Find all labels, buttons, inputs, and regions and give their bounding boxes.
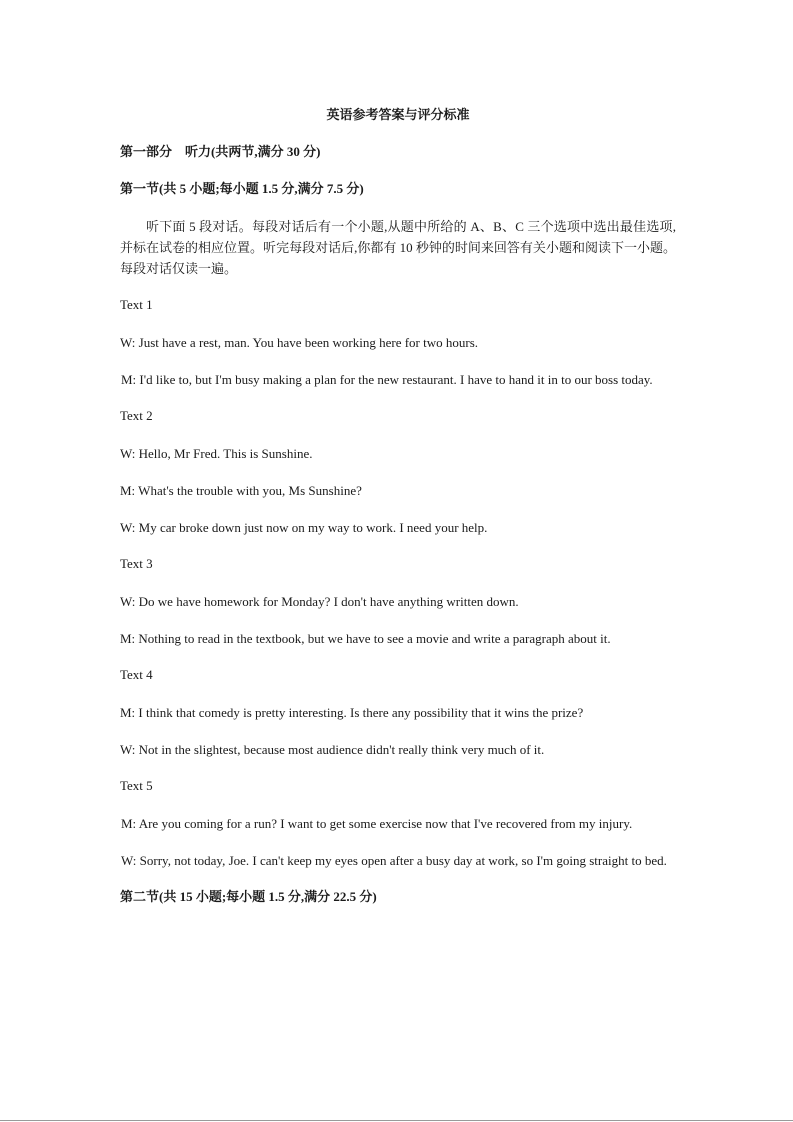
text-label: Text 1: [120, 297, 153, 312]
section1-instructions: 听下面 5 段对话。每段对话后有一个小题,从题中所给的 A、B、C 三个选项中选出最佳选项,并标在试卷的相应位置。听完每段对话后,你都有 10 秒钟的时间来回答有关小题和阅读下一小题。每段对话仅读一遍。: [120, 219, 676, 276]
page-bottom-divider: [0, 1120, 793, 1121]
dialogue-line: W: Hello, Mr Fred. This is Sunshine.: [120, 446, 313, 461]
text-label: Text 2: [120, 408, 153, 423]
document-body: [120, 105, 676, 924]
section1-heading: 第一节(共 5 小题;每小题 1.5 分,满分 7.5 分): [120, 181, 364, 196]
text-label: Text 5: [120, 778, 153, 793]
document-title: 英语参考答案与评分标准: [326, 107, 470, 122]
text-label: Text 3: [120, 556, 153, 571]
dialogue-line: W: Not in the slightest, because most audience didn't really think very much of it.: [120, 742, 545, 757]
dialogue-line: W: Sorry, not today, Joe. I can't keep my eyes open after a busy day at work, so I'm going straight to bed.: [121, 853, 667, 868]
dialogue-line: W: Just have a rest, man. You have been working here for two hours.: [120, 335, 479, 350]
dialogue-line: W: Do we have homework for Monday? I don't have anything written down.: [120, 594, 519, 609]
dialogue-line: M: I'd like to, but I'm busy making a plan for the new restaurant. I have to hand it in to our boss today.: [121, 372, 653, 387]
dialogue-line: M: Nothing to read in the textbook, but we have to see a movie and write a paragraph about it.: [120, 631, 611, 646]
dialogue-line: M: What's the trouble with you, Ms Sunshine?: [120, 483, 362, 498]
part1-heading: 第一部分 听力(共两节,满分 30 分): [120, 144, 321, 159]
section2-heading: 第二节(共 15 小题;每小题 1.5 分,满分 22.5 分): [120, 889, 377, 904]
dialogue-line: W: My car broke down just now on my way to work. I need your help.: [120, 520, 488, 535]
text-label: Text 4: [120, 667, 153, 682]
dialogue-line: M: I think that comedy is pretty interesting. Is there any possibility that it wins the prize?: [120, 705, 584, 720]
dialogue-line: M: Are you coming for a run? I want to get some exercise now that I've recovered from my injury.: [121, 816, 633, 831]
